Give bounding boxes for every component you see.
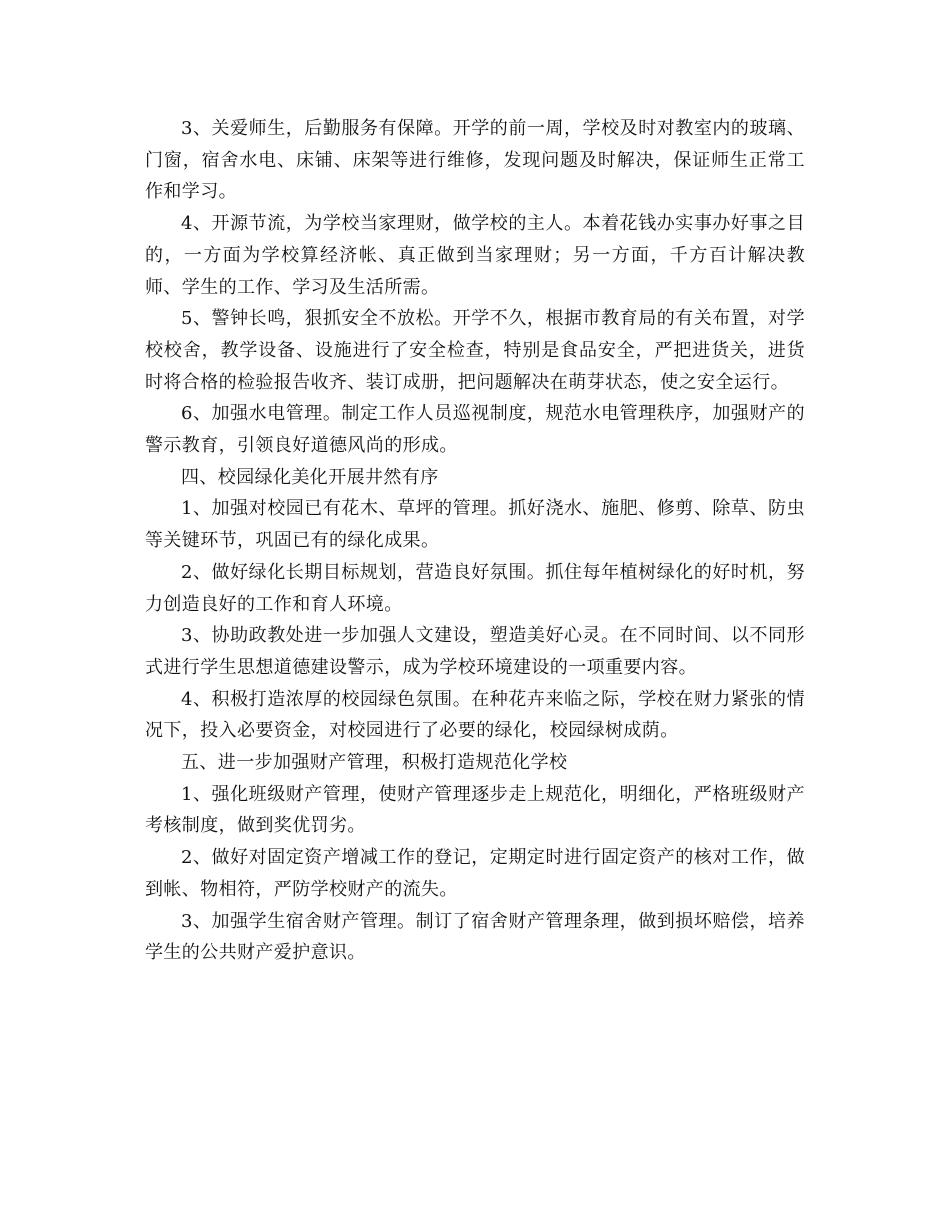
paragraph-item-5-safety: 5、警钟长鸣，狠抓安全不放松。开学不久，根据市教育局的有关布置，对学校校舍，教学设备、设施进行了安全检查，特别是食品安全，严把进货关，进货时将合格的检验报告收齐、装订成册，把问题解决在萌芽状态，使之安全运行。 [145, 308, 805, 393]
paragraph-property-3: 3、加强学生宿舍财产管理。制订了宿舍财产管理条理，做到损坏赔偿，培养学生的公共财产爱护意识。 [145, 910, 805, 964]
document-body [145, 113, 805, 969]
paragraph-item-6-utilities: 6、加强水电管理。制定工作人员巡视制度，规范水电管理秩序，加强财产的警示教育，引领良好道德风尚的形成。 [145, 403, 805, 457]
paragraph-greening-4: 4、积极打造浓厚的校园绿色氛围。在种花卉来临之际，学校在财力紧张的情况下，投入必要资金，对校园进行了必要的绿化，校园绿树成荫。 [145, 688, 805, 742]
section-heading-property: 五、进一步加强财产管理，积极打造规范化学校 [181, 752, 568, 774]
paragraph-greening-3: 3、协助政教处进一步加强人文建设，塑造美好心灵。在不同时间、以不同形式进行学生思想道德建设警示，成为学校环境建设的一项重要内容。 [145, 625, 805, 678]
paragraph-property-2: 2、做好对固定资产增减工作的登记，定期定时进行固定资产的核对工作，做到帐、物相符，严防学校财产的流失。 [145, 847, 805, 900]
paragraph-item-3-logistics: 3、关爱师生，后勤服务有保障。开学的前一周，学校及时对教室内的玻璃、门窗，宿舍水电、床铺、床架等进行维修，发现问题及时解决，保证师生正常工作和学习。 [145, 118, 805, 203]
paragraph-greening-2: 2、做好绿化长期目标规划，营造良好氛围。抓住每年植树绿化的好时机，努力创造良好的工作和育人环境。 [145, 561, 805, 615]
section-heading-greening: 四、校园绿化美化开展井然有序 [181, 466, 439, 488]
paragraph-property-1: 1、强化班级财产管理，使财产管理逐步走上规范化，明细化，严格班级财产考核制度，做到奖优罚劣。 [145, 783, 805, 837]
paragraph-item-4-budget: 4、开源节流，为学校当家理财，做学校的主人。本着花钱办实事办好事之目的，一方面为学校算经济帐、真正做到当家理财；另一方面，千方百计解决教师、学生的工作、学习及生活所需。 [145, 213, 805, 298]
paragraph-greening-1: 1、加强对校园已有花木、草坪的管理。抓好浇水、施肥、修剪、除草、防虫等关键环节，巩固已有的绿化成果。 [145, 498, 805, 552]
